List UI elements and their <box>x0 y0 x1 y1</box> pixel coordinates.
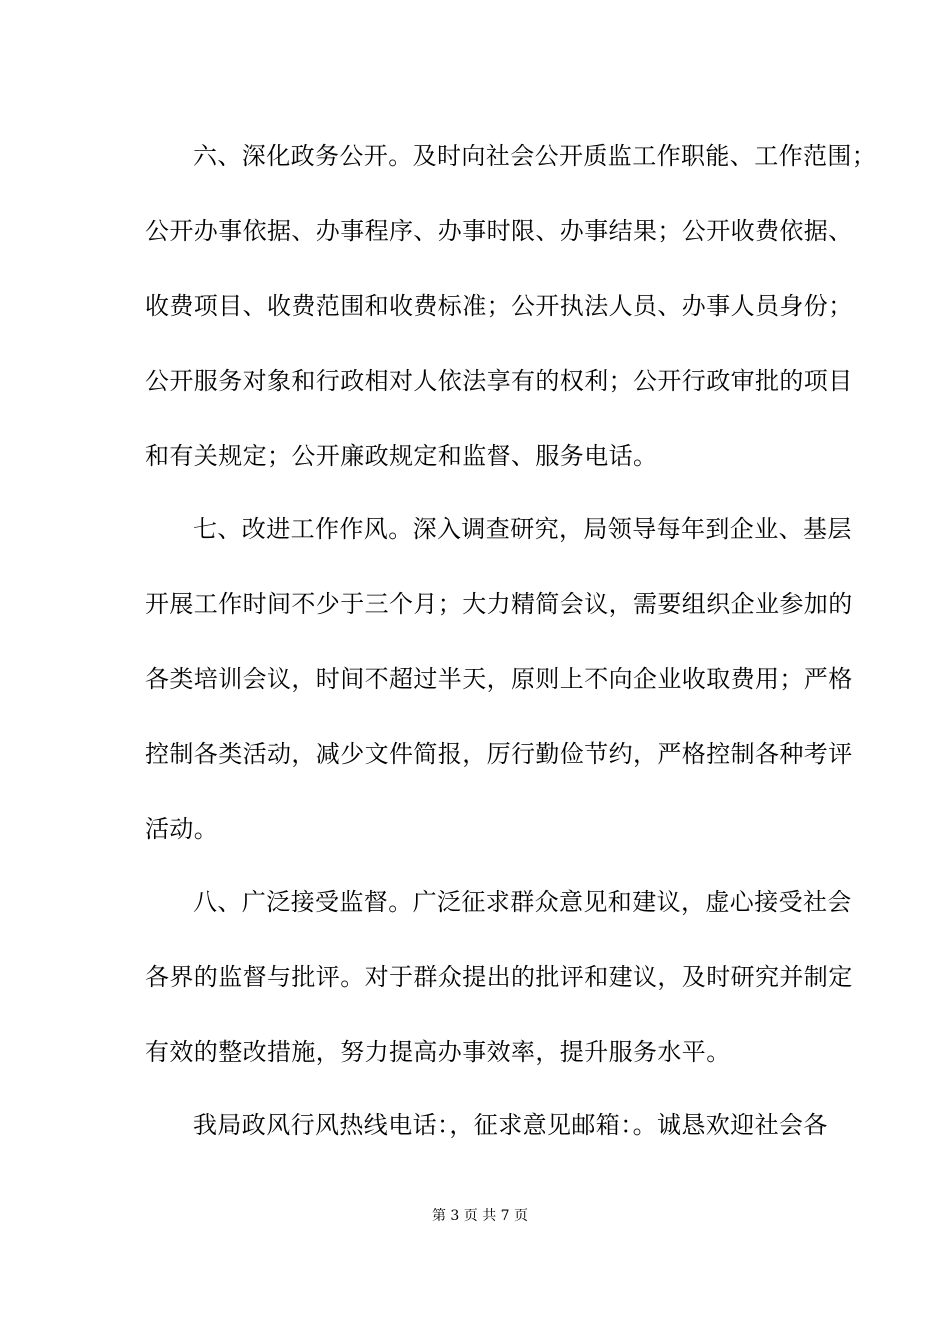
paragraph-6-line-4: 公开服务对象和行政相对人依法享有的权利；公开行政审批的项目 <box>145 367 853 395</box>
paragraph-7-line-2: 开展工作时间不少于三个月；大力精简会议，需要组织企业参加的 <box>145 590 853 618</box>
paragraph-8-line-2: 各界的监督与批评。对于群众提出的批评和建议，及时研究并制定 <box>145 963 853 991</box>
paragraph-6-line-3: 收费项目、收费范围和收费标准；公开执法人员、办事人员身份； <box>145 292 853 320</box>
paragraph-7-line-1: 七、改进工作作风。深入调查研究，局领导每年到企业、基层 <box>193 515 852 543</box>
paragraph-6-line-2: 公开办事依据、办事程序、办事时限、办事结果；公开收费依据、 <box>145 217 853 245</box>
paragraph-6-line-5: 和有关规定；公开廉政规定和监督、服务电话。 <box>145 442 658 470</box>
paragraph-7-line-4: 控制各类活动，减少文件简报，厉行勤俭节约，严格控制各种考评 <box>145 740 853 768</box>
paragraph-7-line-5: 活动。 <box>145 815 219 843</box>
hotline-paragraph-line-1: 我局政风行风热线电话：，征求意见邮箱：。诚恳欢迎社会各 <box>193 1111 828 1139</box>
paragraph-8-line-1: 八、广泛接受监督。广泛征求群众意见和建议，虚心接受社会 <box>193 888 852 916</box>
page-number-footer: 第 3 页 共 7 页 <box>431 1208 529 1224</box>
paragraph-8-line-3: 有效的整改措施，努力提高办事效率，提升服务水平。 <box>145 1038 731 1066</box>
paragraph-6-line-1: 六、深化政务公开。及时向社会公开质监工作职能、工作范围； <box>193 142 877 170</box>
paragraph-7-line-3: 各类培训会议，时间不超过半天，原则上不向企业收取费用；严格 <box>145 665 853 693</box>
